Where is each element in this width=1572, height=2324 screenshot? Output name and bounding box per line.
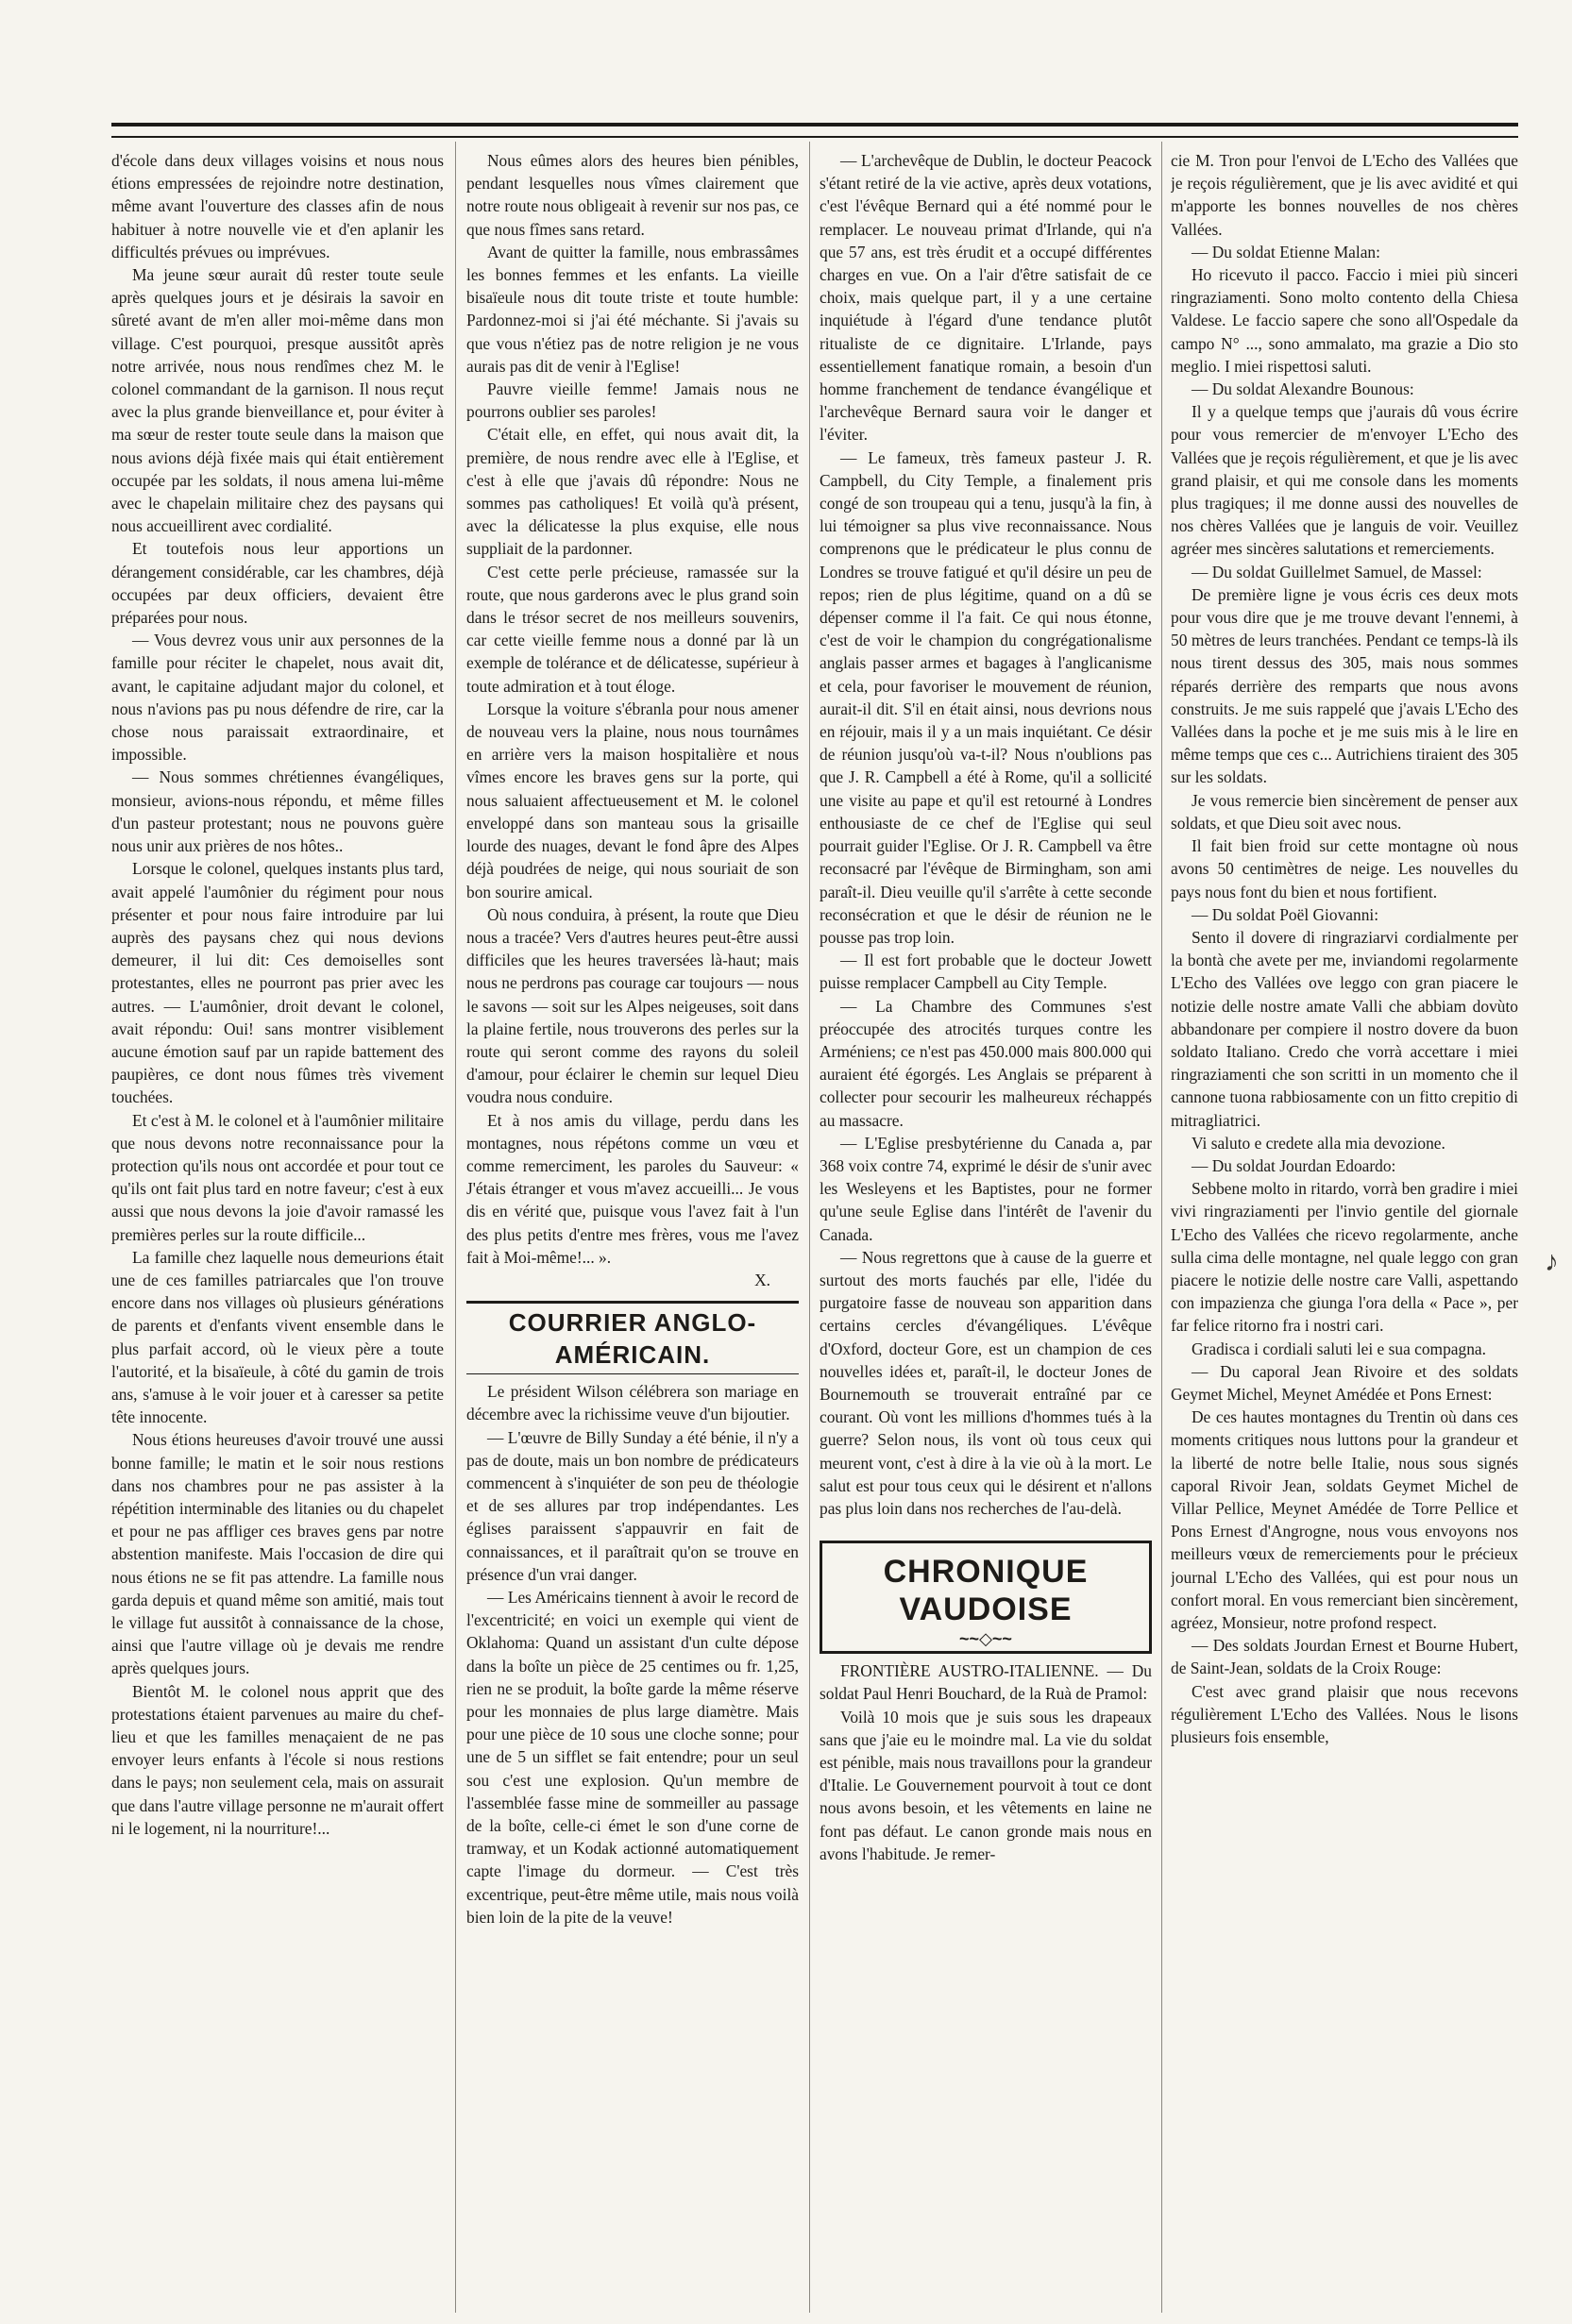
- paragraph: Nous eûmes alors des heures bien pénibles, pendant lesquelles nous vîmes clairement que notre route nous obligeait à revenir sur nos pas, ce que nous fîmes sans retard.: [466, 151, 799, 239]
- paragraph: Il y a quelque temps que j'aurais dû vous écrire pour vous remercier de m'envoyer L'Echo des Vallées que je reçois régulièrement, et que je lis avec grand plaisir, et qui me console dans les moments plus tragiques; il me donne aussi des nouvelles de nos chères Vallées que je languis de voir. Veuillez agréer mes sincères salutations et remerciements.: [1171, 402, 1518, 559]
- chronique-heading: [820, 1541, 1152, 1654]
- paragraph: — Du soldat Etienne Malan:: [1192, 242, 1380, 261]
- paragraph: C'est avec grand plaisir que nous recevons régulièrement L'Echo des Vallées. Nous le lisons plusieurs fois ensemble,: [1171, 1681, 1518, 1747]
- column-2: [466, 149, 799, 2311]
- paragraph: Bientôt M. le colonel nous apprit que des protestations étaient parvenues au maire du chef-lieu et que les familles menaçaient de ne pas envoyer leurs enfants à l'école si nous restions dans le pays; non seulement cela, mais on assurait que dans l'autre village personne ne m'aurait offert ni le logement, ni la nourriture!...: [111, 1681, 444, 1838]
- paragraph: Le président Wilson célébrera son mariage en décembre avec la richissime veuve d'un bijoutier.: [466, 1382, 799, 1424]
- ornament-icon: ~~◇~~: [959, 1629, 1012, 1649]
- paragraph: — Les Américains tiennent à avoir le record de l'excentricité; en voici un exemple qui vient de Oklahoma: Quand un assistant d'un culte dépose dans la boîte un pièce de 25 centimes ou fr. 1,25, rien ne se produit, la boîte garde la même réserve pour les monnaies de plus large diamètre. Mais pour une pièce de 10 sous une cloche sonne; pour une de 5 un sifflet se fait entendre; pour un seul sou c'est une explosion. Qu'un membre de l'assemblée fasse mine de sommeiller au passage de la boîte, celle-ci émet le son d'une corne de tramway, et un Kodak actionné automatiquement capte l'image du dormeur. — C'est très excentrique, peut-être même utile, mais nous voilà bien loin de la pite de la veuve!: [466, 1587, 799, 1927]
- margin-mark: ♪: [1545, 1246, 1559, 1277]
- paragraph: De première ligne je vous écris ces deux mots pour vous dire que je me trouve devant l'ennemi, à 50 mètres de leurs tranchées. Pendant ce temps-là ils nous tirent dessus des 305, mais nous sommes réparés derrière des remparts que nous avons construits. Je me suis rappelé que j'avais L'Echo des Vallées dans la poche et je me suis mis à le lire en même temps que ces c... Autrichiens tiraient des 305 sur les soldats.: [1171, 584, 1518, 787]
- paragraph: Il fait bien froid sur cette montagne où nous avons 50 centimètres de neige. Les nouvelles du pays nous font du bien et nous fortifient.: [1171, 836, 1518, 901]
- column-divider: [809, 142, 810, 2313]
- chronique-title: CHRONIQUE VAUDOISE: [883, 1554, 1089, 1628]
- paragraph: Nous étions heureuses d'avoir trouvé une aussi bonne famille; le matin et le soir nous restions dans nos chambres pour ne pas assister à la répétition interminable des litanies ou du chapelet et pour ne pas affliger ces braves gens par notre abstention manifeste. Mais l'occasion de dire qui nous étions ne se fit pas attendre. La famille nous garda depuis et quand même son amitié, mais tout le village fut aussitôt à connaissance de la chose, ainsi que l'autre village où je devais me rendre après quelques jours.: [111, 1430, 444, 1678]
- paragraph: — Nous sommes chrétiennes évangéliques, monsieur, avions-nous répondu, et même filles d'un pasteur protestant; nous ne pouvons guère nous unir aux prières de nos hôtes..: [111, 767, 444, 856]
- paragraph: La famille chez laquelle nous demeurions était une de ces familles patriarcales que l'on trouve encore dans nos villages où plusieurs générations de parents et d'enfants vivent ensemble dans le plus parfait accord, où le vieux père a toute l'autorité, et la bisaïeule, à côté du gamin de trois ans, s'amuse à le voir jouer et à caresser sa petite tête innocente.: [111, 1247, 444, 1427]
- column-divider: [455, 142, 456, 2313]
- article-signature: X.: [754, 1270, 770, 1289]
- paragraph: — Du soldat Poël Giovanni:: [1192, 904, 1379, 924]
- paragraph: Et c'est à M. le colonel et à l'aumônier militaire que nous devons notre reconnaissance pour la protection qu'ils nous ont accordée et pour tout ce qu'ils ont fait plus tard en notre faveur; c'est à eux aussi que nous devons la joie d'avoir ramassé les premières perles sur la route difficile...: [111, 1110, 444, 1244]
- paragraph: — L'archevêque de Dublin, le docteur Peacock s'étant retiré de la vie active, après deux votations, c'est l'évêque Bernard qui a été nommé pour le remplacer. Le nouveau primat d'Irlande, qui n'a que 57 ans, est très érudit et a occupé différentes charges en vue. On a l'air d'être satisfait de ce choix, mais quelque part, il y a une certaine inquiétude à l'égard d'une tendance plutôt ritualiste de ce dignitaire. L'Irlande, pays essentiellement fanatique romain, a besoin d'un homme franchement de tendance évangélique et l'archevêque Bernard saura voir le danger et l'éviter.: [820, 151, 1152, 445]
- courrier-heading: COURRIER ANGLO-AMÉRICAIN.: [466, 1301, 799, 1374]
- paragraph: Sento il dovere di ringraziarvi cordialmente per la bontà che avete per me, inviandomi regolarmente L'Echo des Vallées ove leggo con gran piacere le notizie delle nostre amate Valli che abbiam dovùto abbandonare per compiere il nostro dovere da buon soldato Italiano. Credo che vorrà accettare i miei ringraziamenti che son scritti in un momento che il cannone tuona rabbiosamente con un fitto crepitio di mitragliatrici.: [1171, 927, 1518, 1130]
- paragraph: Pauvre vieille femme! Jamais nous ne pourrons oublier ses paroles!: [466, 379, 799, 422]
- paragraph: — L'Eglise presbytérienne du Canada a, par 368 voix contre 74, exprimé le désir de s'unir avec les Wesleyens et les Baptistes, pour ne former qu'une seule Eglise dans l'intérêt de l'avenir du Canada.: [820, 1133, 1152, 1244]
- paragraph: Vi saluto e credete alla mia devozione.: [1192, 1133, 1445, 1153]
- paragraph: C'est cette perle précieuse, ramassée sur la route, que nous garderons avec le plus grand soin dans le trésor secret de nos meilleurs souvenirs, car cette vieille femme nous a donné par là un exemple de tolérance et de délicatesse, supérieur à toute admiration et à tout éloge.: [466, 562, 799, 696]
- paragraph: — Du soldat Guillelmet Samuel, de Massel:: [1192, 562, 1482, 581]
- paragraph: FRONTIÈRE AUSTRO-ITALIENNE. — Du soldat Paul Henri Bouchard, de la Ruà de Pramol:: [820, 1661, 1152, 1704]
- paragraph: — La Chambre des Communes s'est préoccupée des atrocités turques contre les Arméniens; ce n'est pas 450.000 mais 800.000 qui auraient été égorgés. Les Anglais se préparent à collecter pour secourir les malheureux réchappés au massacre.: [820, 996, 1152, 1130]
- paragraph: Ho ricevuto il pacco. Faccio i miei più sinceri ringraziamenti. Sono molto contento della Chiesa Valdese. Le faccio sapere che sono all'Ospedale da campo N° ..., sono ammalato, ma grazie a Dio sto meglio. I miei rispettosi saluti.: [1171, 265, 1518, 376]
- paragraph: Avant de quitter la famille, nous embrassâmes les bonnes femmes et les enfants. La vieille bisaïeule nous dit toute triste et toute humble: Pardonnez-moi si j'ai été méchante. Si j'avais su que vous n'étiez pas de notre religion je ne vous aurais pas dit de venir à l'Eglise!: [466, 242, 799, 376]
- paragraph: — Vous devrez vous unir aux personnes de la famille pour réciter le chapelet, nous avait dit, avant, le capitaine adjudant major du colonel, et nous n'avions pas pu nous défendre de rire, car la chose nous paraissait extraordinaire, et impossible.: [111, 631, 444, 765]
- paragraph: Je vous remercie bien sincèrement de penser aux soldats, et que Dieu soit avec nous.: [1171, 790, 1518, 833]
- paragraph: Lorsque la voiture s'ébranla pour nous amener de nouveau vers la plaine, nous nous tournâmes en arrière vers la maison hospitalière et nous vîmes encore les braves gens sur la porte, qui nous saluaient affectueusement et M. le colonel enveloppé dans son manteau sous la grisaille lourde des nuages, devant le fond âpre des Alpes déjà poudrées de neige, qui nous souriait de son bon sourire amical.: [466, 699, 799, 901]
- column-3: [820, 149, 1152, 2311]
- paragraph: De ces hautes montagnes du Trentin où dans ces moments critiques nous luttons pour la grandeur et la liberté de notre belle Italie, nous sous signés caporal Rivoir Jean, soldats Geymet Michel de Villar Pellice, Meynet Amédée de Torre Pellice et Pons Ernest d'Angrogne, nous vous envoyons nos meilleurs vœux de remerciements pour le précieux journal L'Echo des Vallées, qui est pour nous un confort moral. En vous remerciant bien sincèrement, agréez, Monsieur, notre profond respect.: [1171, 1407, 1518, 1632]
- paragraph: — Le fameux, très fameux pasteur J. R. Campbell, du City Temple, a finalement pris congé de son troupeau qui a tenu, jusqu'à la fin, à lui témoigner sa plus vive reconnaissance. Nous comprenons que le prédicateur le plus connu de Londres se trouve fatigué et qu'il désire un peu de repos; rien de plus légitime, quand on a dû se dépenser comme il l'a fait. Ce qui nous étonne, c'est de voir le champion du congrégationalisme anglais passer armes et bagages à l'anglicanisme et cela, pour favoriser le mouvement de réunion, aurait-il dit. S'il en était ainsi, nous devrions nous en réjouir, mais il y a un mais inquiétant. Ce désir de réunion jusqu'où va-t-il? Nous n'oublions pas que J. R. Campbell a été à Rome, qu'il a sollicité une visite au pape et qu'il est retourné à Londres enthousiaste de ce chef de l'Eglise qui seul pourrait guider l'Eglise. Or J. R. Campbell va être reconsacré par l'évêque de Birmingham, son ami paraît-il. Dieu veuille qu'il s'arrête à cette seconde reconsécration et que le désir de réunion ne le pousse pas trop loin.: [820, 447, 1152, 947]
- paragraph: Gradisca i cordiali saluti lei e sua compagna.: [1192, 1339, 1486, 1358]
- paragraph: — Il est fort probable que le docteur Jowett puisse remplacer Campbell au City Temple.: [820, 951, 1152, 993]
- paragraph: — Du soldat Jourdan Edoardo:: [1192, 1155, 1396, 1175]
- paragraph: C'était elle, en effet, qui nous avait dit, la première, de nous rendre avec elle à l'Eglise, et c'est à elle que j'avais dû répondre: Nous ne sommes pas catholiques! Et voilà qu'à présent, avec la délicatesse la plus exquise, elle nous suppliait de la pardonner.: [466, 425, 799, 559]
- column-4: [1171, 149, 1518, 2311]
- paragraph: — L'œuvre de Billy Sunday a été bénie, il n'y a pas de doute, mais un bon nombre de prédicateurs commencent à s'inquiéter de son peu de théologie et de ses allures par trop indépendantes. Les églises paraissent s'appauvrir en fait de connaissances, et il paraîtrait qu'on se trouve en présence d'un vrai danger.: [466, 1427, 799, 1584]
- paragraph: — Du soldat Alexandre Bounous:: [1192, 379, 1414, 399]
- paragraph: — Du caporal Jean Rivoire et des soldats Geymet Michel, Meynet Amédée et Pons Ernest:: [1171, 1361, 1518, 1404]
- paragraph: — Des soldats Jourdan Ernest et Bourne Hubert, de Saint-Jean, soldats de la Croix Rouge:: [1171, 1636, 1518, 1678]
- column-1: [111, 149, 444, 2311]
- paragraph: Sebbene molto in ritardo, vorrà ben gradire i miei vivi ringraziamenti per l'invio gentile del giornale L'Echo des Vallées che ricevo regolarmente, anche sulla cima delle montagne, nel quale leggo con gran piacere le notizie delle nostre care Valli, aspettando con impazienza che giunga l'ora della « Pace », per far felice ritorno fra i nostri cari.: [1171, 1179, 1518, 1336]
- paragraph: Et toutefois nous leur apportions un dérangement considérable, car les chambres, déjà occupées par deux officiers, devaient être préparées pour nous.: [111, 539, 444, 628]
- paragraph: d'école dans deux villages voisins et nous nous étions empressées de rejoindre notre destination, même avant l'ouverture des classes afin de nous habituer à notre nouvelle vie et d'en aplanir les difficultés prévues ou imprévues.: [111, 151, 444, 261]
- paragraph: — Nous regrettons que à cause de la guerre et surtout des morts fauchés par elle, l'idée du purgatoire fasse de nouveau son apparition dans certains cercles d'évangéliques. L'évêque d'Oxford, docteur Gore, est un champion de ces nouvelles idées et, paraît-il, le docteur Jones de Bournemouth se trouverait entraîné par ce courant. Où vont les millions d'hommes tués à la guerre? Selon nous, ils vont où tous ceux qui meurent vont, c'est à dire à la vie où à la mort. Le salut est pour tous ceux qui le désirent et n'allons pas plus loin dans nos recherches de l'au-delà.: [820, 1247, 1152, 1518]
- paragraph: Où nous conduira, à présent, la route que Dieu nous a tracée? Vers d'autres heures peut-être aussi difficiles que les heures traversées là-haut; mais nous ne perdrons pas courage car toujours — nous le savons — soit sur les Alpes neigeuses, soit dans la plaine fertile, nous trouverons des perles sur la route qui seront comme des rayons du soleil d'amour, pour éclairer le chemin sur lequel Dieu voudra nous conduire.: [466, 904, 799, 1107]
- paragraph: Lorsque le colonel, quelques instants plus tard, avait appelé l'aumônier du régiment pour nous présenter et pour nous faire introduire par lui auprès des paysans chez qui nous devions demeurer, il lui dit: Ces demoiselles sont protestantes, elles ne pourront pas prier avec les autres. — L'aumônier, droit devant le colonel, avait répondu: Oui! sans montrer visiblement aucune émotion sauf par un rapide battement des paupières, ce dont nous fûmes très vivement touchées.: [111, 859, 444, 1107]
- paragraph: Voilà 10 mois que je suis sous les drapeaux sans que j'aie eu le moindre mal. La vie du soldat est pénible, mais nous travaillons pour la grandeur d'Italie. Le Gouvernement pourvoit à tout ce dont nous avons besoin, et les vêtements en laine ne font pas défaut. Le canon gronde mais nous en avons l'habitude. Je remer-: [820, 1707, 1152, 1863]
- paragraph: Et à nos amis du village, perdu dans les montagnes, nous répétons comme un vœu et comme remerciment, les paroles du Sauveur: « J'étais étranger et vous m'avez accueilli... Je vous dis en vérité que, puisque vous l'avez fait à l'un des plus petits d'entre mes frères, vous me l'avez fait à Moi-même!... ».: [466, 1110, 799, 1267]
- column-divider: [1161, 142, 1162, 2313]
- top-double-rule: [111, 123, 1518, 138]
- paragraph: cie M. Tron pour l'envoi de L'Echo des Vallées que je reçois régulièrement, que je lis avec avidité et qui m'apporte les bonnes nouvelles de nos chères Vallées.: [1171, 151, 1518, 239]
- paragraph: Ma jeune sœur aurait dû rester toute seule après quelques jours et je désirais la savoir en sûreté avant de m'en aller moi-même dans mon village. C'est pourquoi, presque aussitôt après notre arrivée, nous nous rendîmes chez M. le colonel commandant de la garnison. Il nous reçut avec la plus grande bienveillance et, pour éviter à ma sœur de rester toute seule dans la maison que nous avions déjà fixée mais qui était entièrement occupée par les soldats, il nous amena lui-même avec le chapelain militaire chez des paysans qui nous accueillirent avec cordialité.: [111, 265, 444, 536]
